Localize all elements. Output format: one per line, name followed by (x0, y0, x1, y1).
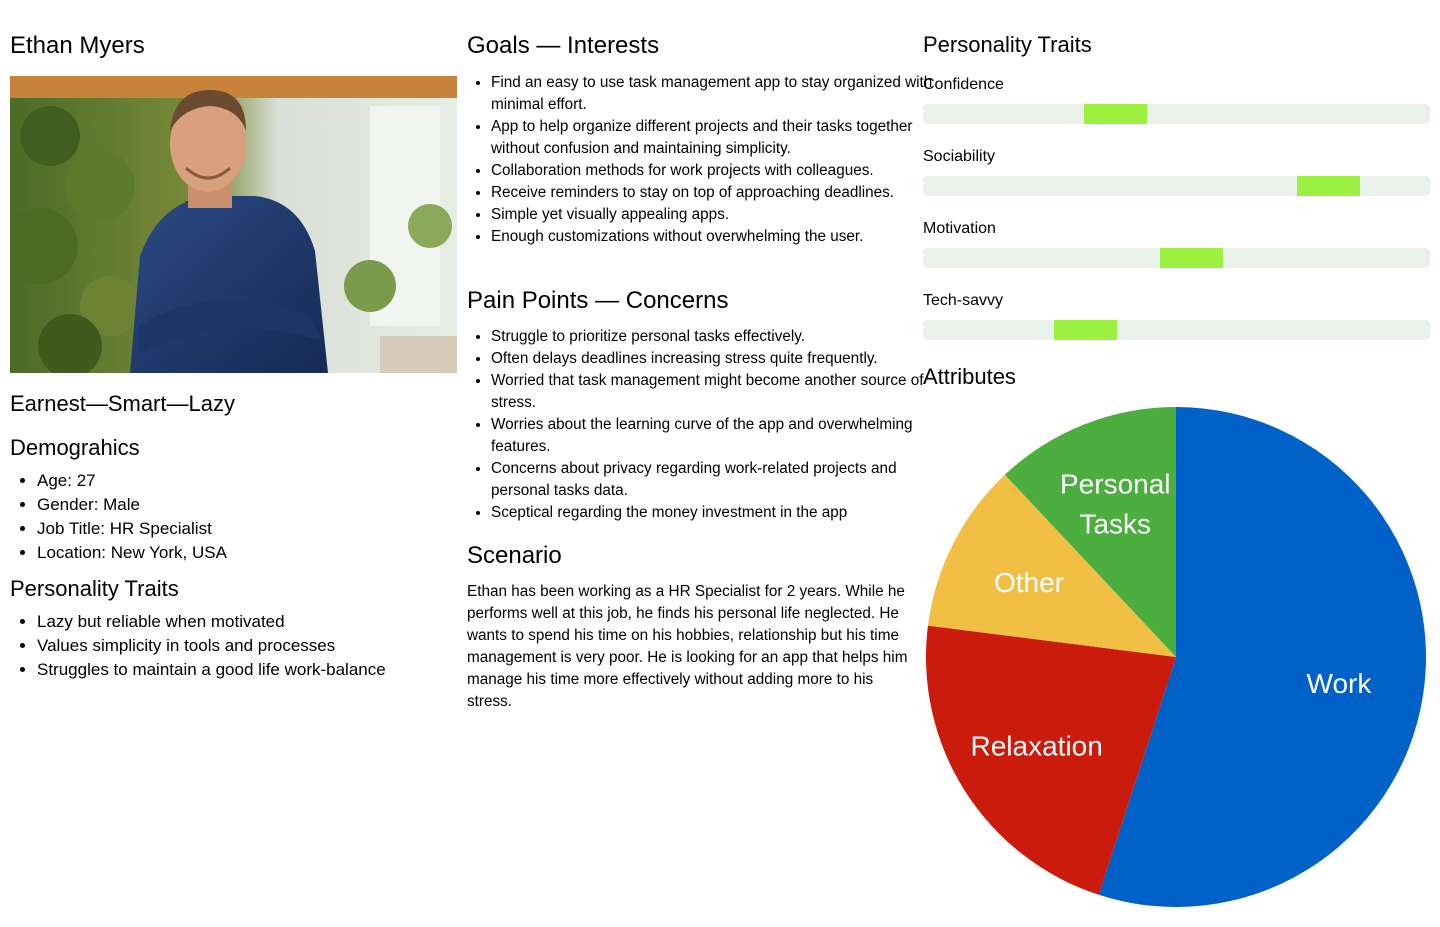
trait-label: Tech-savvy (923, 292, 1004, 309)
personality-item: • Struggles to maintain a good life work-balance (37, 658, 386, 682)
scenario-heading: Scenario (467, 542, 562, 569)
trait-level-bar (1297, 176, 1360, 196)
pain-point-item: • Concerns about privacy regarding work-related projects and personal tasks data. (491, 458, 936, 502)
demographic-item: • Location: New York, USA (37, 541, 227, 565)
demographics-list (10, 469, 227, 565)
trait-confidence (923, 76, 1430, 94)
goal-item: • Find an easy to use task management app to stay organized with minimal effort. (491, 72, 936, 116)
trait-sociability (923, 148, 1430, 166)
trait-motivation (923, 220, 1430, 238)
demographic-item: • Job Title: HR Specialist (37, 517, 227, 541)
goal-item: • Receive reminders to stay on top of approaching deadlines. (491, 182, 936, 204)
pain-point-item: • Worries about the learning curve of the app and overwhelming features. (491, 414, 936, 458)
pie-label-personal-tasks: Personal Tasks (1060, 468, 1171, 540)
pie-label-work: Work (1306, 667, 1372, 699)
goal-item: • Enough customizations without overwhelming the user. (491, 226, 936, 248)
goal-item: • Simple yet visually appealing apps. (491, 204, 936, 226)
trait-track (923, 176, 1430, 196)
trait-label: Confidence (923, 76, 1004, 93)
goal-item: • App to help organize different projects and their tasks together without confusion and maintaining simplicity. (491, 116, 936, 160)
personality-item: • Values simplicity in tools and processes (37, 634, 386, 658)
attributes-pie-chart (923, 404, 1430, 914)
persona-photo (10, 76, 457, 373)
persona-tagline: Earnest—Smart—Lazy (10, 391, 235, 416)
persona-name: Ethan Myers (10, 32, 145, 59)
pie-label-relaxation: Relaxation (970, 730, 1103, 762)
traits-heading: Personality Traits (923, 32, 1092, 57)
demographics-heading: Demograhics (10, 435, 140, 460)
trait-tech-savvy (923, 292, 1430, 310)
pie-label-other: Other (993, 567, 1064, 599)
goals-list (467, 72, 936, 248)
goal-item: • Collaboration methods for work projects with colleagues. (491, 160, 936, 182)
personality-item: • Lazy but reliable when motivated (37, 610, 386, 634)
demographic-item: • Age: 27 (37, 469, 227, 493)
pain-points-heading: Pain Points — Concerns (467, 287, 729, 314)
pain-points-list (467, 326, 936, 524)
trait-track (923, 248, 1430, 268)
trait-track (923, 104, 1430, 124)
pain-point-item: • Struggle to prioritize personal tasks effectively. (491, 326, 936, 348)
trait-track (923, 320, 1430, 340)
demographic-item: • Gender: Male (37, 493, 227, 517)
portrait-image (10, 76, 457, 373)
personality-list (10, 610, 386, 682)
pain-point-item: • Sceptical regarding the money investment in the app (491, 502, 936, 524)
trait-label: Sociability (923, 148, 996, 165)
trait-level-bar (1160, 248, 1223, 268)
attributes-heading: Attributes (923, 364, 1016, 389)
personality-heading: Personality Traits (10, 576, 179, 601)
pain-point-item: • Worried that task management might become another source of stress. (491, 370, 936, 414)
trait-level-bar (1054, 320, 1117, 340)
trait-level-bar (1084, 104, 1147, 124)
pain-point-item: • Often delays deadlines increasing stress quite frequently. (491, 348, 936, 370)
trait-label: Motivation (923, 220, 996, 237)
goals-heading: Goals — Interests (467, 32, 660, 59)
scenario-text: Ethan has been working as a HR Specialist for 2 years. While he performs well at this job, he finds his personal life neglected. He wants to spend his time on his hobbies, relationship but his time management is very poor. He is looking for an app that helps him manage his time more effectively without adding more to his stress. (467, 583, 908, 710)
